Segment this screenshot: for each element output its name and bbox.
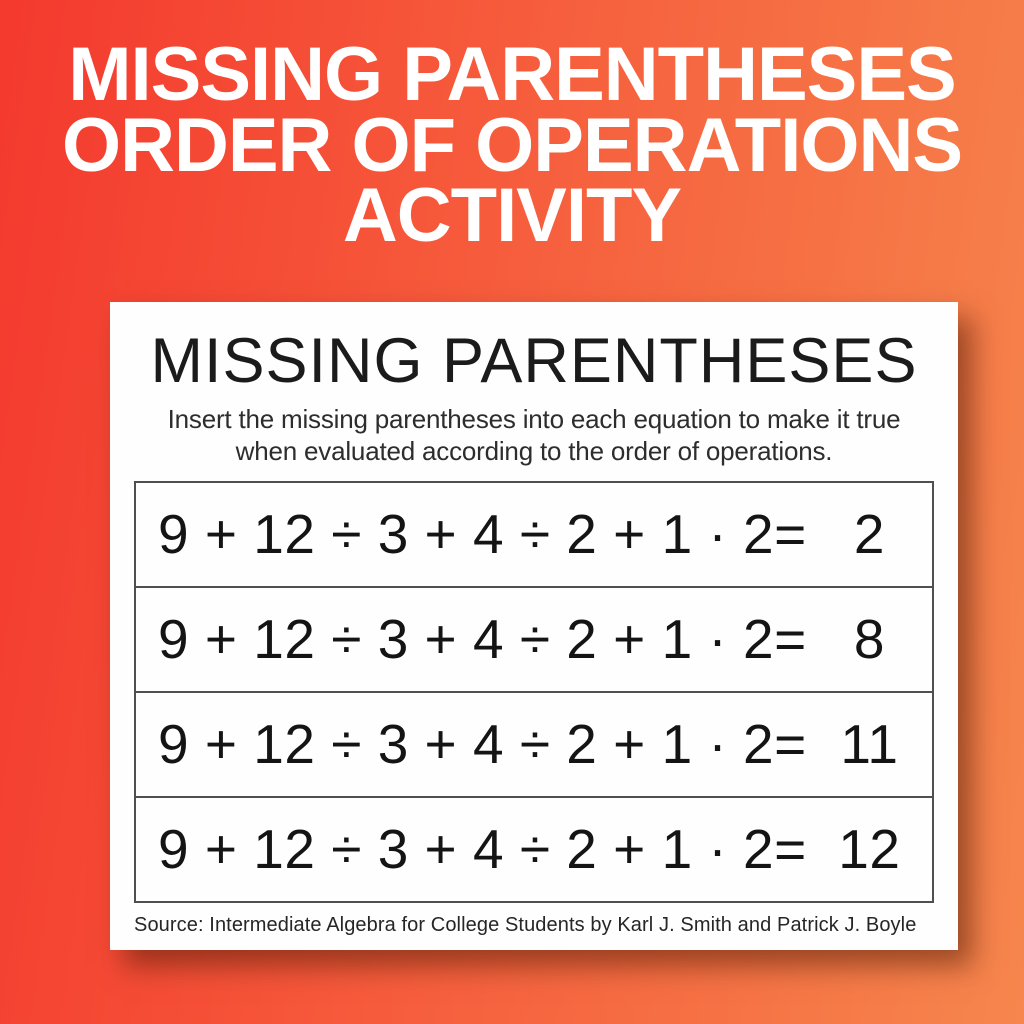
equation-value: 11 — [840, 713, 899, 776]
equation-row-1 — [136, 483, 932, 588]
worksheet-heading: MISSING PARENTHESES — [150, 326, 918, 396]
poster-title-line-3: ACTIVITY — [342, 173, 682, 259]
equals-sign: = — [774, 608, 807, 671]
equation-expression: 9 + 12 ÷ 3 + 4 ÷ 2 + 1 · 2 — [158, 503, 775, 566]
poster-title-line-2: ORDER OF OPERATIONS — [61, 102, 963, 188]
equation-row-2 — [136, 588, 932, 693]
equals-sign: = — [774, 713, 807, 776]
poster-title — [0, 0, 1024, 259]
worksheet-instructions — [134, 404, 934, 467]
equation-expression: 9 + 12 ÷ 3 + 4 ÷ 2 + 1 · 2 — [158, 818, 775, 881]
source-citation: Source: Intermediate Algebra for College Students by Karl J. Smith and Patrick J. Boyle — [134, 913, 917, 936]
poster-title-line-1: MISSING PARENTHESES — [68, 32, 956, 117]
equation-row-4 — [136, 798, 932, 901]
instructions-line-2: when evaluated according to the order of operations. — [235, 435, 833, 466]
equation-row-3 — [136, 693, 932, 798]
equation-value: 2 — [853, 503, 885, 566]
equation-expression: 9 + 12 ÷ 3 + 4 ÷ 2 + 1 · 2 — [158, 713, 775, 776]
equation-expression: 9 + 12 ÷ 3 + 4 ÷ 2 + 1 · 2 — [158, 608, 775, 671]
instructions-line-1: Insert the missing parentheses into each equation to make it true — [167, 404, 901, 435]
equation-value: 8 — [853, 608, 885, 671]
equation-value: 12 — [838, 818, 901, 881]
equals-sign: = — [774, 503, 807, 566]
worksheet-card — [110, 302, 958, 950]
equations-table — [134, 481, 934, 903]
equals-sign: = — [774, 818, 807, 881]
